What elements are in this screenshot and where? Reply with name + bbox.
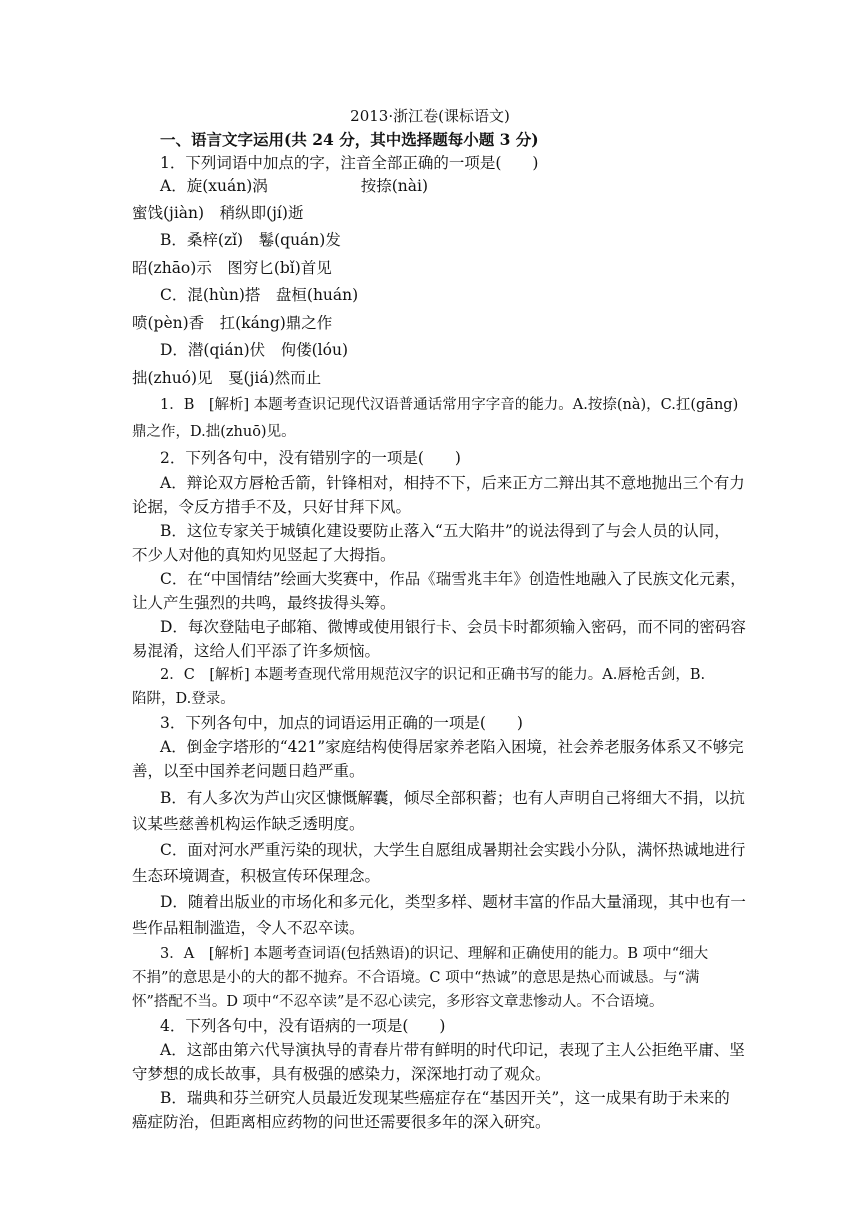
- q4-option-a-line1: A．这部由第六代导演执导的青春片带有鲜明的时代印记，表现了主人公拒绝平庸、坚: [160, 1041, 745, 1059]
- q3-option-a-line2: 善，以至中国养老问题日趋严重。: [132, 762, 365, 780]
- q3-option-c-line1: C．面对河水严重污染的现状，大学生自愿组成暑期社会实践小分队，满怀热诚地进行: [160, 841, 746, 859]
- q3-option-b-line1: B．有人多次为芦山灾区慷慨解囊，倾尽全部积蓄；也有人声明自己将细大不捐，以抗: [160, 789, 745, 807]
- q1-stem: 1．下列词语中加点的字，注音全部正确的一项是( ): [160, 154, 539, 172]
- q3-answer-line1: 3．A [解析] 本题考查词语(包括熟语)的识记、理解和正确使用的能力。B 项中“细大: [160, 946, 709, 962]
- document-title: 2013·浙江卷(课标语文): [350, 107, 510, 125]
- q1-option-a-line1: A．旋(xuán)涡 按捺(nài): [160, 177, 429, 195]
- q3-option-d-line2: 些作品粗制滥造，令人不忍卒读。: [132, 919, 365, 937]
- q2-stem: 2．下列各句中，没有错别字的一项是( ): [160, 449, 461, 467]
- q1-option-c-line1: C．混(hùn)搭 盘桓(huán): [160, 286, 359, 304]
- q2-option-b-line2: 不少人对他的真知灼见竖起了大拇指。: [132, 546, 396, 564]
- q4-option-b-line1: B．瑞典和芬兰研究人员最近发现某些癌症存在“基因开关”，这一成果有助于未来的: [160, 1089, 730, 1107]
- q2-answer-line2: 陷阱，D.登录。: [132, 691, 235, 707]
- q2-option-c-line1: C．在“中国情结”绘画大奖赛中，作品《瑞雪兆丰年》创造性地融入了民族文化元素，: [160, 570, 746, 588]
- q2-option-a-line2: 论据，令反方措手不及，只好甘拜下风。: [132, 498, 412, 516]
- q2-option-d-line1: D．每次登陆电子邮箱、微博或使用银行卡、会员卡时都须输入密码，而不同的密码容: [160, 618, 746, 636]
- q1-option-b-line1: B．桑梓(zǐ) 鬈(quán)发: [160, 231, 341, 249]
- q3-answer-line2: 不捐”的意思是小的大的都不抛弃。不合语境。C 项中“热诚”的意思是热心而诚恳。与“满: [132, 970, 700, 986]
- section-heading: 一、语言文字运用(共 24 分，其中选择题每小题 3 分): [160, 130, 539, 149]
- q2-option-b-line1: B．这位专家关于城镇化建设要防止落入“五大陷井”的说法得到了与会人员的认同，: [160, 522, 730, 540]
- q3-stem: 3．下列各句中，加点的词语运用正确的一项是( ): [160, 714, 523, 732]
- q2-option-d-line2: 易混淆，这给人们平添了许多烦恼。: [132, 642, 381, 660]
- q3-option-b-line2: 议某些慈善机构运作缺乏透明度。: [132, 815, 365, 833]
- q1-answer-line1: 1．B [解析] 本题考查识记现代汉语普通话常用字字音的能力。A.按捺(nà)，C.扛(gāng): [160, 397, 739, 413]
- q2-option-a-line1: A．辩论双方唇枪舌箭，针锋相对，相持不下，后来正方二辩出其不意地抛出三个有力: [160, 474, 745, 492]
- q1-answer-line2: 鼎之作，D.拙(zhuō)见。: [132, 424, 296, 440]
- q4-option-a-line2: 守梦想的成长故事，具有极强的感染力，深深地打动了观众。: [132, 1065, 551, 1083]
- q2-option-c-line2: 让人产生强烈的共鸣，最终拔得头筹。: [132, 594, 396, 612]
- q4-stem: 4．下列各句中，没有语病的一项是( ): [160, 1017, 446, 1035]
- q1-option-c-line2: 喷(pèn)香 扛(káng)鼎之作: [132, 314, 333, 332]
- q4-option-b-line2: 癌症防治，但距离相应药物的问世还需要很多年的深入研究。: [132, 1113, 551, 1131]
- q1-option-d-line2: 拙(zhuó)见 戛(jiá)然而止: [132, 369, 322, 387]
- q1-option-d-line1: D．潜(qián)伏 佝偻(lóu): [160, 341, 348, 359]
- q3-option-a-line1: A．倒金字塔形的“421”家庭结构使得居家养老陷入困境，社会养老服务体系又不够完: [160, 738, 744, 756]
- q3-answer-line3: 怀”搭配不当。D 项中“不忍卒读”是不忍心读完，多形容文章悲惨动人。不合语境。: [132, 994, 664, 1010]
- q1-option-b-line2: 昭(zhāo)示 图穷匕(bǐ)首见: [132, 259, 332, 277]
- q1-option-a-line2: 蜜饯(jiàn) 稍纵即(jí)逝: [132, 204, 304, 222]
- q3-option-c-line2: 生态环境调查，积极宣传环保理念。: [132, 867, 381, 885]
- q2-answer-line1: 2．C [解析] 本题考查现代常用规范汉字的识记和正确书写的能力。A.唇枪舌剑，B.: [160, 667, 706, 683]
- q3-option-d-line1: D．随着出版业的市场化和多元化，类型多样、题材丰富的作品大量涌现，其中也有一: [160, 893, 746, 911]
